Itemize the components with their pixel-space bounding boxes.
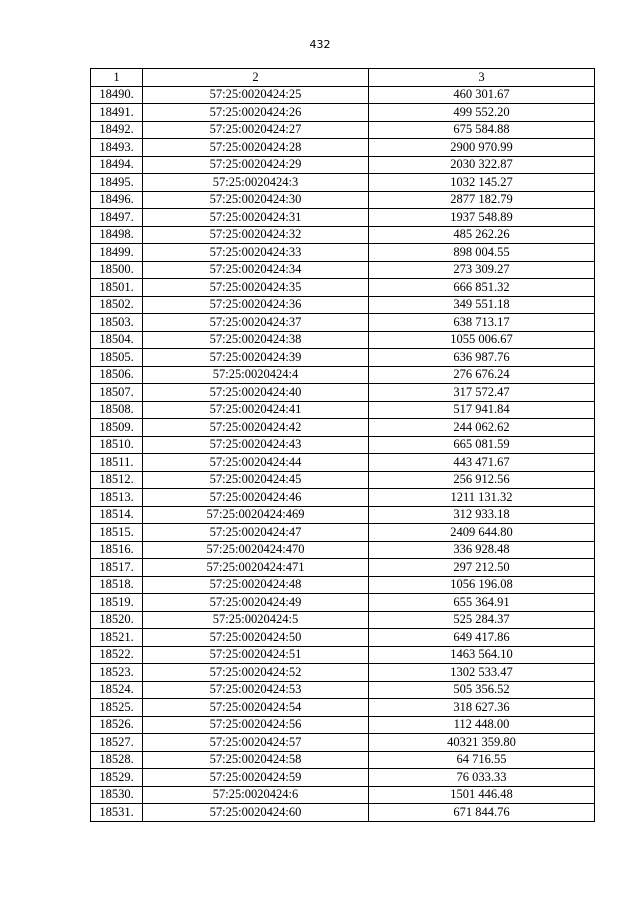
table-row	[91, 436, 595, 454]
row-number-cell: 18507.	[91, 384, 143, 402]
cadastral-number-cell: 57:25:0020424:58	[143, 751, 369, 769]
value-cell: 1302 533.47	[369, 664, 595, 682]
value-cell: 1211 131.32	[369, 489, 595, 507]
table-row	[91, 681, 595, 699]
value-cell: 655 364.91	[369, 594, 595, 612]
row-number-cell: 18512.	[91, 471, 143, 489]
page-number: 432	[309, 38, 331, 51]
value-cell: 638 713.17	[369, 314, 595, 332]
row-number-cell: 18513.	[91, 489, 143, 507]
value-cell: 443 471.67	[369, 454, 595, 472]
cadastral-number-cell: 57:25:0020424:29	[143, 156, 369, 174]
value-cell: 1501 446.48	[369, 786, 595, 804]
cadastral-number-cell: 57:25:0020424:45	[143, 471, 369, 489]
value-cell: 675 584.88	[369, 121, 595, 139]
table-row	[91, 279, 595, 297]
cadastral-number-cell: 57:25:0020424:26	[143, 104, 369, 122]
table-row	[91, 209, 595, 227]
row-number-cell: 18493.	[91, 139, 143, 157]
table-row	[91, 121, 595, 139]
row-number-cell: 18491.	[91, 104, 143, 122]
row-number-cell: 18500.	[91, 261, 143, 279]
cadastral-number-cell: 57:25:0020424:25	[143, 86, 369, 104]
value-cell: 665 081.59	[369, 436, 595, 454]
table-row	[91, 401, 595, 419]
table-row	[91, 559, 595, 577]
value-cell: 460 301.67	[369, 86, 595, 104]
value-cell: 1055 006.67	[369, 331, 595, 349]
value-cell: 517 941.84	[369, 401, 595, 419]
row-number-cell: 18518.	[91, 576, 143, 594]
table-row	[91, 226, 595, 244]
table-row	[91, 244, 595, 262]
cadastral-number-cell: 57:25:0020424:28	[143, 139, 369, 157]
table-row	[91, 454, 595, 472]
cadastral-number-cell: 57:25:0020424:469	[143, 506, 369, 524]
table-row	[91, 174, 595, 192]
cadastral-number-cell: 57:25:0020424:33	[143, 244, 369, 262]
table-row	[91, 261, 595, 279]
row-number-cell: 18501.	[91, 279, 143, 297]
value-cell: 76 033.33	[369, 769, 595, 787]
table-row	[91, 296, 595, 314]
cadastral-number-cell: 57:25:0020424:34	[143, 261, 369, 279]
cadastral-number-cell: 57:25:0020424:41	[143, 401, 369, 419]
table-row	[91, 699, 595, 717]
value-cell: 1056 196.08	[369, 576, 595, 594]
cadastral-number-cell: 57:25:0020424:54	[143, 699, 369, 717]
cadastral-number-cell: 57:25:0020424:27	[143, 121, 369, 139]
table-row	[91, 804, 595, 822]
value-cell: 666 851.32	[369, 279, 595, 297]
row-number-cell: 18506.	[91, 366, 143, 384]
row-number-cell: 18523.	[91, 664, 143, 682]
cadastral-number-cell: 57:25:0020424:52	[143, 664, 369, 682]
cadastral-number-cell: 57:25:0020424:470	[143, 541, 369, 559]
row-number-cell: 18495.	[91, 174, 143, 192]
row-number-cell: 18490.	[91, 86, 143, 104]
row-number-cell: 18527.	[91, 734, 143, 752]
table-row	[91, 646, 595, 664]
row-number-cell: 18517.	[91, 559, 143, 577]
row-number-cell: 18511.	[91, 454, 143, 472]
cadastral-number-cell: 57:25:0020424:37	[143, 314, 369, 332]
cadastral-number-cell: 57:25:0020424:6	[143, 786, 369, 804]
table-row	[91, 349, 595, 367]
row-number-cell: 18492.	[91, 121, 143, 139]
value-cell: 273 309.27	[369, 261, 595, 279]
table-row	[91, 139, 595, 157]
value-cell: 636 987.76	[369, 349, 595, 367]
value-cell: 336 928.48	[369, 541, 595, 559]
table-row	[91, 769, 595, 787]
cadastral-number-cell: 57:25:0020424:60	[143, 804, 369, 822]
value-cell: 297 212.50	[369, 559, 595, 577]
table-row	[91, 366, 595, 384]
cadastral-number-cell: 57:25:0020424:48	[143, 576, 369, 594]
cadastral-number-cell: 57:25:0020424:46	[143, 489, 369, 507]
value-cell: 2900 970.99	[369, 139, 595, 157]
cadastral-number-cell: 57:25:0020424:30	[143, 191, 369, 209]
row-number-cell: 18525.	[91, 699, 143, 717]
row-number-cell: 18510.	[91, 436, 143, 454]
cadastral-number-cell: 57:25:0020424:47	[143, 524, 369, 542]
table-row	[91, 541, 595, 559]
cadastral-number-cell: 57:25:0020424:31	[143, 209, 369, 227]
row-number-cell: 18531.	[91, 804, 143, 822]
value-cell: 485 262.26	[369, 226, 595, 244]
cadastral-number-cell: 57:25:0020424:39	[143, 349, 369, 367]
registry-table	[90, 68, 595, 822]
row-number-cell: 18498.	[91, 226, 143, 244]
row-number-cell: 18529.	[91, 769, 143, 787]
value-cell: 2409 644.80	[369, 524, 595, 542]
table-row	[91, 191, 595, 209]
value-cell: 312 933.18	[369, 506, 595, 524]
cadastral-number-cell: 57:25:0020424:56	[143, 716, 369, 734]
row-number-cell: 18514.	[91, 506, 143, 524]
table-row	[91, 611, 595, 629]
table-row	[91, 156, 595, 174]
value-cell: 40321 359.80	[369, 734, 595, 752]
value-cell: 1937 548.89	[369, 209, 595, 227]
row-number-cell: 18520.	[91, 611, 143, 629]
value-cell: 649 417.86	[369, 629, 595, 647]
table-header-row	[91, 69, 595, 87]
value-cell: 318 627.36	[369, 699, 595, 717]
table-row	[91, 786, 595, 804]
row-number-cell: 18494.	[91, 156, 143, 174]
cadastral-number-cell: 57:25:0020424:57	[143, 734, 369, 752]
row-number-cell: 18496.	[91, 191, 143, 209]
cadastral-number-cell: 57:25:0020424:3	[143, 174, 369, 192]
table-row	[91, 331, 595, 349]
row-number-cell: 18509.	[91, 419, 143, 437]
value-cell: 317 572.47	[369, 384, 595, 402]
row-number-cell: 18503.	[91, 314, 143, 332]
row-number-cell: 18516.	[91, 541, 143, 559]
table-row	[91, 629, 595, 647]
row-number-cell: 18502.	[91, 296, 143, 314]
table-row	[91, 489, 595, 507]
cadastral-number-cell: 57:25:0020424:44	[143, 454, 369, 472]
table-body	[91, 86, 595, 821]
table-row	[91, 384, 595, 402]
row-number-cell: 18515.	[91, 524, 143, 542]
cadastral-number-cell: 57:25:0020424:49	[143, 594, 369, 612]
cadastral-number-cell: 57:25:0020424:5	[143, 611, 369, 629]
value-cell: 244 062.62	[369, 419, 595, 437]
table-row	[91, 734, 595, 752]
row-number-cell: 18499.	[91, 244, 143, 262]
value-cell: 505 356.52	[369, 681, 595, 699]
value-cell: 276 676.24	[369, 366, 595, 384]
cadastral-number-cell: 57:25:0020424:36	[143, 296, 369, 314]
value-cell: 525 284.37	[369, 611, 595, 629]
value-cell: 1463 564.10	[369, 646, 595, 664]
table-row	[91, 86, 595, 104]
value-cell: 2877 182.79	[369, 191, 595, 209]
row-number-cell: 18508.	[91, 401, 143, 419]
row-number-cell: 18521.	[91, 629, 143, 647]
column-header-1: 1	[91, 69, 143, 87]
table-row	[91, 664, 595, 682]
cadastral-number-cell: 57:25:0020424:4	[143, 366, 369, 384]
row-number-cell: 18504.	[91, 331, 143, 349]
row-number-cell: 18522.	[91, 646, 143, 664]
table-row	[91, 506, 595, 524]
cadastral-number-cell: 57:25:0020424:43	[143, 436, 369, 454]
cadastral-number-cell: 57:25:0020424:471	[143, 559, 369, 577]
table-row	[91, 594, 595, 612]
cadastral-number-cell: 57:25:0020424:51	[143, 646, 369, 664]
row-number-cell: 18526.	[91, 716, 143, 734]
value-cell: 1032 145.27	[369, 174, 595, 192]
cadastral-number-cell: 57:25:0020424:40	[143, 384, 369, 402]
table-row	[91, 471, 595, 489]
row-number-cell: 18505.	[91, 349, 143, 367]
table-row	[91, 576, 595, 594]
table-row	[91, 716, 595, 734]
column-header-2: 2	[143, 69, 369, 87]
row-number-cell: 18519.	[91, 594, 143, 612]
row-number-cell: 18524.	[91, 681, 143, 699]
value-cell: 112 448.00	[369, 716, 595, 734]
table-row	[91, 314, 595, 332]
value-cell: 64 716.55	[369, 751, 595, 769]
cadastral-number-cell: 57:25:0020424:32	[143, 226, 369, 244]
cadastral-number-cell: 57:25:0020424:38	[143, 331, 369, 349]
row-number-cell: 18497.	[91, 209, 143, 227]
column-header-3: 3	[369, 69, 595, 87]
cadastral-number-cell: 57:25:0020424:53	[143, 681, 369, 699]
table-row	[91, 104, 595, 122]
value-cell: 2030 322.87	[369, 156, 595, 174]
value-cell: 499 552.20	[369, 104, 595, 122]
row-number-cell: 18530.	[91, 786, 143, 804]
cadastral-number-cell: 57:25:0020424:35	[143, 279, 369, 297]
value-cell: 349 551.18	[369, 296, 595, 314]
table-row	[91, 419, 595, 437]
row-number-cell: 18528.	[91, 751, 143, 769]
table-row	[91, 524, 595, 542]
table-row	[91, 751, 595, 769]
value-cell: 256 912.56	[369, 471, 595, 489]
cadastral-number-cell: 57:25:0020424:50	[143, 629, 369, 647]
cadastral-number-cell: 57:25:0020424:42	[143, 419, 369, 437]
value-cell: 898 004.55	[369, 244, 595, 262]
cadastral-number-cell: 57:25:0020424:59	[143, 769, 369, 787]
value-cell: 671 844.76	[369, 804, 595, 822]
